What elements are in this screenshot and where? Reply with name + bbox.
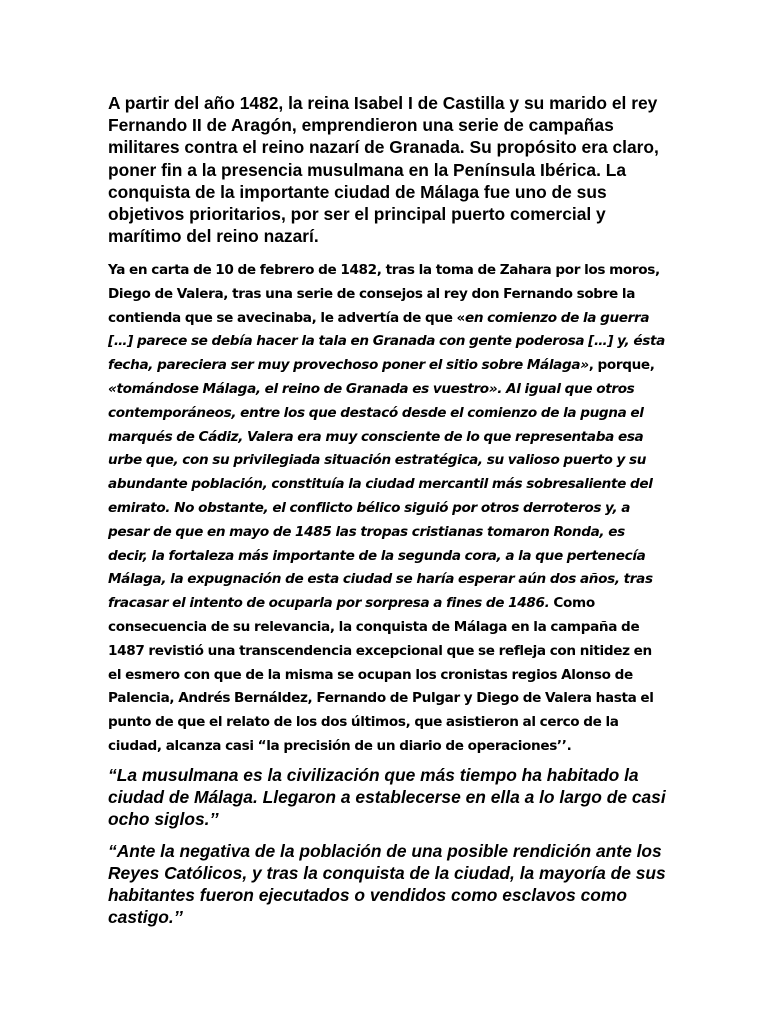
body-text-segment: Como consecuencia de su relevancia, la conquista de Málaga en la campaña de 1487 revistió una transcendencia excepcional que se refleja con nitidez en el esmero con que de la misma se ocupan los cronistas regios Alonso de Palencia, Andrés Bernáldez, Fernando de Pulgar y Diego de Valera hasta el punto de que el relato de los dos últimos, que asistieron al cerco de la ciudad, alcanza casi “la precisión de un diario de operaciones’’. [108, 595, 654, 754]
body-text-segment: , porque, [588, 357, 655, 374]
intro-paragraph: A partir del año 1482, la reina Isabel I de Castilla y su marido el rey Fernando II de Aragón, emprendieron una serie de campañas militares contra el reino nazarí de Granada. Su propósito era claro, poner fin a la presencia musulmana en la Península Ibérica. La conquista de la importante ciudad de Málaga fue uno de sus objetivos prioritarios, por ser el principal puerto comercial y marítimo del reino nazarí. [108, 93, 659, 247]
body-paragraph [108, 259, 668, 759]
quote-2: “Ante la negativa de la población de una posible rendición ante los Reyes Católicos, y tras la conquista de la ciudad, la mayoría de sus habitantes fueron ejecutados o vendidos como esclavos como castigo.’’ [108, 841, 666, 927]
quote-1: “La musulmana es la civilización que más tiempo ha habitado la ciudad de Málaga. Llegaron a establecerse en ella a lo largo de casi ocho siglos.’’ [108, 765, 666, 829]
body-text-segment: Ya en carta de 10 de febrero de 1482, tras la toma de Zahara por los moros, Diego de Valera, tras una serie de consejos al rey don Fernando sobre la contienda que se avecinaba, le advertía de que « [108, 262, 660, 326]
body-italic-segment: en comienzo de la guerra […] parece se debía hacer la tala en Granada con gente poderosa […] y, ésta fecha, pareciera ser muy provechoso poner el sitio sobre Málaga» [108, 309, 665, 374]
body-italic-segment: «tomándose Málaga, el reino de Granada es vuestro». Al igual que otros contemporáneos, entre los que destacó desde el comienzo de la pugna el marqués de Cádiz, Valera era muy consciente de lo que representaba esa urbe que, con su privilegiada situación estratégica, su valioso puerto y su abundante población, constituía la ciudad mercantil más sobresaliente del emirato. No obstante, el conflicto bélico siguió por otros derroteros y, a pesar de que en mayo de 1485 las tropas cristianas tomaron Ronda, es decir, la fortaleza más importante de la segunda cora, a la que pertenecía Málaga, la expugnación de esta ciudad se haría esperar aún dos años, tras fracasar el intento de ocuparla por sorpresa a fines de 1486. [108, 380, 653, 612]
